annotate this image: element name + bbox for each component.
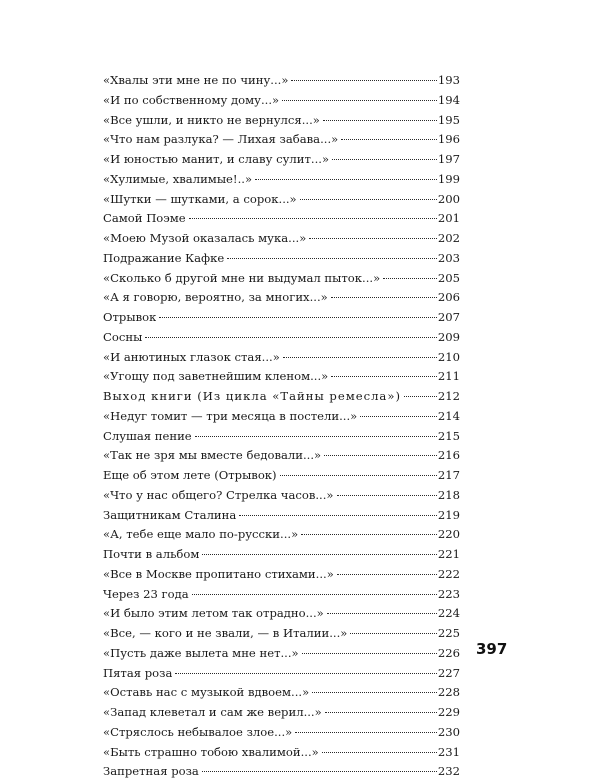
toc-entry bbox=[103, 229, 460, 249]
toc-entry-title: «Так не зря мы вместе бедовали...» bbox=[103, 448, 322, 463]
toc-entry-page: 227 bbox=[437, 665, 460, 680]
dot-leader bbox=[309, 238, 437, 239]
toc-entry-page: 219 bbox=[437, 507, 460, 522]
toc-entry bbox=[103, 111, 460, 131]
dot-leader bbox=[312, 692, 437, 693]
toc-entry-title: «И юностью манит, и славу сулит...» bbox=[103, 152, 330, 166]
toc-entry-page: 224 bbox=[437, 606, 460, 621]
toc-entry-page: 225 bbox=[437, 626, 460, 640]
toc-entry-title: «Хвалы эти мне не по чину...» bbox=[103, 73, 289, 87]
dot-leader bbox=[300, 199, 437, 200]
dot-leader bbox=[282, 100, 437, 101]
dot-leader bbox=[195, 436, 437, 437]
toc-entry bbox=[103, 407, 460, 427]
dot-leader bbox=[332, 159, 437, 160]
dot-leader bbox=[255, 179, 437, 180]
toc-entry bbox=[103, 664, 460, 684]
toc-entry bbox=[103, 762, 460, 782]
dot-leader bbox=[145, 337, 437, 338]
dot-leader bbox=[283, 357, 437, 358]
toc-entry bbox=[103, 348, 460, 368]
toc-entry bbox=[103, 506, 460, 526]
toc-entry bbox=[103, 269, 460, 289]
table-of-contents bbox=[103, 71, 460, 782]
dot-leader bbox=[404, 396, 437, 397]
dot-leader bbox=[331, 376, 437, 377]
toc-entry-title: Пятая роза bbox=[103, 665, 173, 680]
dot-leader bbox=[337, 574, 437, 575]
toc-entry-title: «Сколько б другой мне ни выдумал пыток...» bbox=[103, 270, 381, 285]
page-number: 397 bbox=[476, 640, 508, 658]
toc-entry-page: 199 bbox=[437, 171, 460, 186]
toc-entry-title: Еще об этом лете (Отрывок) bbox=[103, 468, 277, 482]
toc-entry-page: 228 bbox=[437, 685, 460, 700]
toc-entry-title: Подражание Кафке bbox=[103, 250, 225, 265]
toc-entry bbox=[103, 446, 460, 466]
toc-entry-title: Слушая пение bbox=[103, 428, 192, 443]
toc-entry bbox=[103, 367, 460, 387]
dot-leader bbox=[291, 80, 436, 81]
toc-entry-page: 206 bbox=[437, 290, 460, 305]
toc-entry-page: 223 bbox=[437, 586, 460, 601]
toc-entry bbox=[103, 466, 460, 486]
toc-entry bbox=[103, 585, 460, 605]
toc-entry-title: «Что у нас общего? Стрелка часов...» bbox=[103, 487, 334, 502]
dot-leader bbox=[159, 317, 437, 318]
toc-entry-page: 215 bbox=[437, 428, 460, 443]
toc-entry bbox=[103, 249, 460, 269]
toc-entry-title: Запретная роза bbox=[103, 764, 199, 779]
toc-entry bbox=[103, 565, 460, 585]
dot-leader bbox=[192, 594, 437, 595]
toc-entry-page: 205 bbox=[437, 270, 460, 285]
toc-entry-page: 216 bbox=[437, 448, 460, 463]
toc-entry-page: 212 bbox=[437, 389, 460, 403]
toc-entry bbox=[103, 525, 460, 545]
toc-entry-title: «Недуг томит — три месяца в постели...» bbox=[103, 408, 358, 423]
dot-leader bbox=[327, 613, 437, 614]
dot-leader bbox=[337, 495, 437, 496]
toc-entry-title: «Быть страшно тобою хвалимой...» bbox=[103, 744, 319, 759]
dot-leader bbox=[350, 633, 436, 634]
dot-leader bbox=[360, 416, 437, 417]
toc-entry-title: Сосны bbox=[103, 329, 143, 344]
toc-entry-title: «И по собственному дому...» bbox=[103, 92, 280, 107]
toc-entry bbox=[103, 71, 460, 91]
dot-leader bbox=[383, 278, 437, 279]
dot-leader bbox=[189, 218, 437, 219]
toc-entry-page: 197 bbox=[437, 152, 460, 166]
toc-entry bbox=[103, 91, 460, 111]
dot-leader bbox=[323, 120, 437, 121]
toc-entry bbox=[103, 427, 460, 447]
dot-leader bbox=[301, 534, 437, 535]
toc-entry-page: 195 bbox=[437, 112, 460, 127]
toc-entry-page: 220 bbox=[437, 527, 460, 542]
dot-leader bbox=[331, 297, 437, 298]
toc-entry-title: Выход книги (Из цикла «Тайны ремесла») bbox=[103, 389, 401, 403]
toc-entry-page: 214 bbox=[437, 408, 460, 423]
toc-entry bbox=[103, 288, 460, 308]
toc-entry-page: 217 bbox=[437, 468, 460, 482]
toc-entry-page: 230 bbox=[437, 724, 460, 739]
toc-entry-page: 226 bbox=[437, 645, 460, 660]
toc-entry-title: «Пусть даже вылета мне нет...» bbox=[103, 645, 299, 660]
toc-entry bbox=[103, 387, 460, 407]
toc-entry-title: Самой Поэме bbox=[103, 211, 186, 226]
toc-entry-page: 231 bbox=[437, 744, 460, 759]
toc-entry-title: «Моею Музой оказалась мука...» bbox=[103, 231, 307, 245]
toc-entry-title: Через 23 года bbox=[103, 586, 189, 601]
toc-entry-page: 201 bbox=[437, 211, 460, 226]
dot-leader bbox=[227, 258, 437, 259]
toc-entry-title: «И было этим летом так отрадно...» bbox=[103, 606, 324, 621]
toc-entry bbox=[103, 604, 460, 624]
toc-entry-title: Почти в альбом bbox=[103, 547, 200, 561]
toc-entry-page: 209 bbox=[437, 329, 460, 344]
toc-entry bbox=[103, 723, 460, 743]
toc-entry bbox=[103, 328, 460, 348]
toc-entry-title: «Все в Москве пропитано стихами...» bbox=[103, 566, 334, 581]
toc-entry bbox=[103, 170, 460, 190]
toc-entry-page: 222 bbox=[437, 566, 460, 581]
dot-leader bbox=[302, 653, 437, 654]
toc-entry-title: «А я говорю, вероятно, за многих...» bbox=[103, 290, 328, 305]
toc-entry-page: 193 bbox=[437, 73, 460, 87]
dot-leader bbox=[325, 712, 437, 713]
toc-entry bbox=[103, 644, 460, 664]
toc-entry-title: «Стряслось небывалое злое...» bbox=[103, 724, 293, 739]
toc-entry bbox=[103, 703, 460, 723]
toc-entry bbox=[103, 683, 460, 703]
toc-entry bbox=[103, 130, 460, 150]
toc-entry-page: 207 bbox=[437, 310, 460, 324]
toc-entry bbox=[103, 308, 460, 328]
toc-entry bbox=[103, 624, 460, 644]
toc-entry-title: «И анютиных глазок стая...» bbox=[103, 349, 280, 364]
toc-entry-page: 229 bbox=[437, 705, 460, 719]
toc-entry-title: Отрывок bbox=[103, 310, 157, 324]
dot-leader bbox=[202, 771, 437, 772]
toc-entry-page: 218 bbox=[437, 487, 460, 502]
toc-entry-page: 211 bbox=[437, 369, 460, 384]
toc-entry-page: 210 bbox=[437, 349, 460, 364]
dot-leader bbox=[175, 673, 436, 674]
toc-entry bbox=[103, 190, 460, 210]
toc-entry-title: Защитникам Сталина bbox=[103, 507, 237, 522]
toc-entry bbox=[103, 743, 460, 763]
dot-leader bbox=[341, 139, 437, 140]
toc-entry-title: «Запад клеветал и сам же верил...» bbox=[103, 705, 322, 719]
toc-entry-page: 203 bbox=[437, 250, 460, 265]
toc-entry-title: «Что нам разлука? — Лихая забава...» bbox=[103, 132, 339, 147]
toc-entry-title: «Хулимые, хвалимые!..» bbox=[103, 171, 253, 186]
toc-entry-page: 200 bbox=[437, 191, 460, 206]
dot-leader bbox=[322, 752, 437, 753]
toc-entry bbox=[103, 209, 460, 229]
dot-leader bbox=[239, 515, 437, 516]
toc-entry-title: «А, тебе еще мало по-русски...» bbox=[103, 527, 299, 542]
toc-entry bbox=[103, 486, 460, 506]
toc-entry-title: «Угощу под заветнейшим кленом...» bbox=[103, 369, 329, 384]
toc-entry-page: 196 bbox=[437, 132, 460, 147]
toc-entry bbox=[103, 150, 460, 170]
toc-entry bbox=[103, 545, 460, 565]
toc-entry-page: 202 bbox=[437, 231, 460, 245]
dot-leader bbox=[202, 554, 436, 555]
toc-entry-title: «Все ушли, и никто не вернулся...» bbox=[103, 112, 320, 127]
dot-leader bbox=[324, 455, 437, 456]
toc-entry-title: «Шутки — шутками, а сорок...» bbox=[103, 191, 297, 206]
toc-entry-title: «Оставь нас с музыкой вдвоем...» bbox=[103, 685, 310, 700]
toc-entry-page: 232 bbox=[437, 764, 460, 779]
dot-leader bbox=[280, 475, 437, 476]
dot-leader bbox=[295, 732, 437, 733]
toc-entry-title: «Все, — кого и не звали, — в Италии...» bbox=[103, 626, 348, 640]
toc-entry-page: 221 bbox=[437, 547, 460, 561]
toc-entry-page: 194 bbox=[437, 92, 460, 107]
